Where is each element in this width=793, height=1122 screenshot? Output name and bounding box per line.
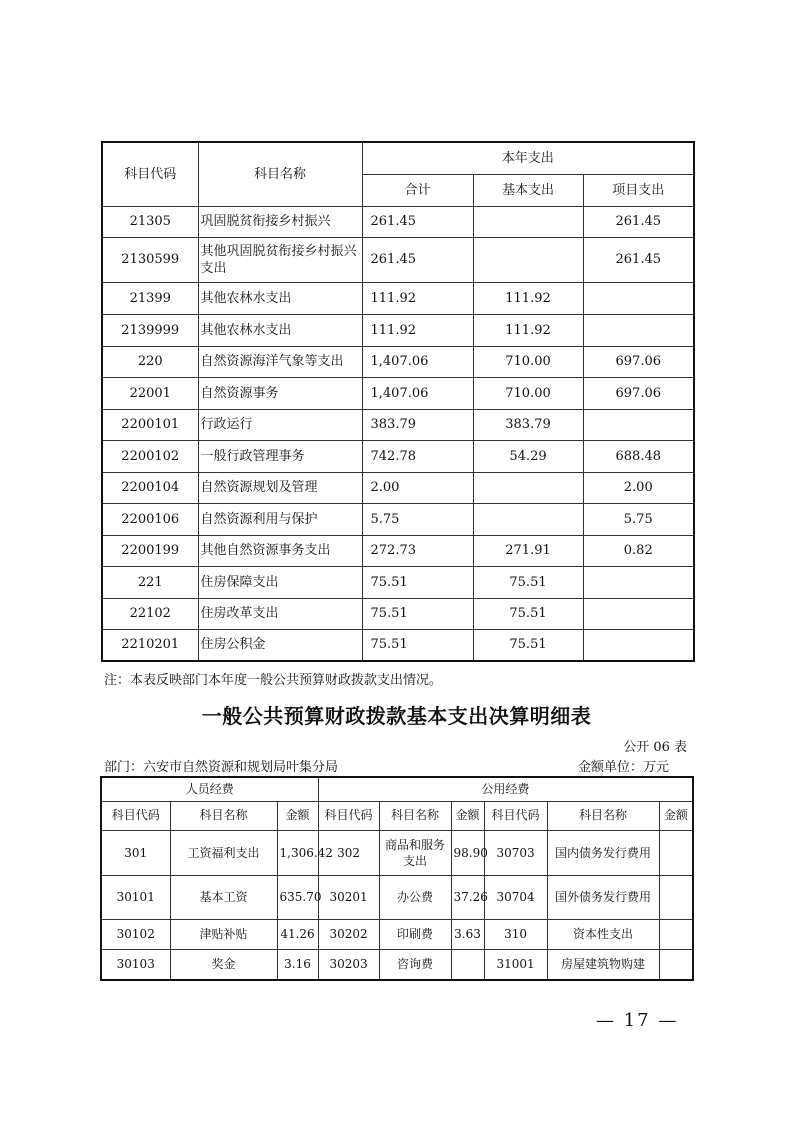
table-row xyxy=(101,875,693,919)
cell-name: 住房公积金 xyxy=(198,629,362,661)
cell-project: 0.82 xyxy=(583,535,694,566)
cell-name: 咨询费 xyxy=(379,949,451,980)
cell-code: 310 xyxy=(484,919,547,949)
cell-code: 2139999 xyxy=(102,314,198,346)
header-code: 科目代码 xyxy=(484,801,547,830)
cell-basic: 75.51 xyxy=(473,629,583,661)
table-row xyxy=(102,206,694,237)
table-code: 公开 06 表 xyxy=(623,740,687,755)
cell-basic: 383.79 xyxy=(473,409,583,440)
cell-code: 2130599 xyxy=(102,237,198,282)
cell-amount xyxy=(659,875,693,919)
table-row xyxy=(101,949,693,980)
cell-total: 742.78 xyxy=(362,440,473,472)
cell-code: 2210201 xyxy=(102,629,198,661)
table-row xyxy=(102,629,694,661)
cell-project: 697.06 xyxy=(583,377,694,409)
cell-project xyxy=(583,598,694,629)
cell-project xyxy=(583,629,694,661)
cell-code: 30103 xyxy=(101,949,170,980)
cell-basic: 75.51 xyxy=(473,598,583,629)
cell-amount: 3.63 xyxy=(451,919,484,949)
cell-code: 301 xyxy=(101,830,170,875)
cell-basic xyxy=(473,503,583,535)
cell-basic: 54.29 xyxy=(473,440,583,472)
header-annual-expenditure: 本年支出 xyxy=(362,142,694,174)
table-row xyxy=(102,346,694,377)
header-code: 科目代码 xyxy=(102,142,198,206)
expenditure-table-header xyxy=(102,142,694,206)
cell-name: 印刷费 xyxy=(379,919,451,949)
cell-basic: 271.91 xyxy=(473,535,583,566)
cell-total: 272.73 xyxy=(362,535,473,566)
cell-name: 自然资源海洋气象等支出 xyxy=(198,346,362,377)
cell-total: 261.45 xyxy=(362,206,473,237)
table-row xyxy=(102,566,694,598)
cell-total: 5.75 xyxy=(362,503,473,535)
cell-code: 2200101 xyxy=(102,409,198,440)
cell-total: 1,407.06 xyxy=(362,377,473,409)
table-note: 注：本表反映部门本年度一般公共预算财政拨款支出情况。 xyxy=(104,673,443,688)
header-project: 项目支出 xyxy=(583,174,694,206)
cell-name: 国外债务发行费用 xyxy=(547,875,659,919)
cell-name: 其他自然资源事务支出 xyxy=(198,535,362,566)
cell-name: 基本工资 xyxy=(170,875,277,919)
cell-project xyxy=(583,409,694,440)
header-name: 科目名称 xyxy=(170,801,277,830)
cell-basic: 111.92 xyxy=(473,282,583,314)
cell-code: 30704 xyxy=(484,875,547,919)
cell-project xyxy=(583,282,694,314)
cell-name: 自然资源事务 xyxy=(198,377,362,409)
cell-code: 21399 xyxy=(102,282,198,314)
cell-code: 22001 xyxy=(102,377,198,409)
cell-name: 巩固脱贫衔接乡村振兴 xyxy=(198,206,362,237)
cell-amount: 41.26 xyxy=(277,919,318,949)
cell-code: 2200199 xyxy=(102,535,198,566)
cell-amount xyxy=(451,949,484,980)
cell-name: 房屋建筑物购建 xyxy=(547,949,659,980)
cell-total: 261.45 xyxy=(362,237,473,282)
detail-table-header xyxy=(101,777,693,830)
table-row xyxy=(102,377,694,409)
cell-amount: 635.70 xyxy=(277,875,318,919)
cell-code: 31001 xyxy=(484,949,547,980)
table-row xyxy=(102,237,694,282)
table-row xyxy=(102,440,694,472)
cell-total: 2.00 xyxy=(362,472,473,503)
cell-name: 办公费 xyxy=(379,875,451,919)
cell-amount xyxy=(659,830,693,875)
header-amount: 金额 xyxy=(277,801,318,830)
cell-project: 688.48 xyxy=(583,440,694,472)
cell-name: 资本性支出 xyxy=(547,919,659,949)
cell-code: 30703 xyxy=(484,830,547,875)
cell-name: 奖金 xyxy=(170,949,277,980)
cell-total: 75.51 xyxy=(362,598,473,629)
header-total: 合计 xyxy=(362,174,473,206)
cell-total: 1,407.06 xyxy=(362,346,473,377)
cell-basic: 710.00 xyxy=(473,377,583,409)
cell-name: 其他巩固脱贫衔接乡村振兴支出 xyxy=(198,237,362,282)
cell-code: 22102 xyxy=(102,598,198,629)
cell-total: 111.92 xyxy=(362,314,473,346)
cell-basic: 75.51 xyxy=(473,566,583,598)
cell-name: 其他农林水支出 xyxy=(198,314,362,346)
table-row xyxy=(102,282,694,314)
cell-code: 302 xyxy=(318,830,379,875)
cell-total: 383.79 xyxy=(362,409,473,440)
cell-basic xyxy=(473,472,583,503)
cell-project: 261.45 xyxy=(583,237,694,282)
cell-project: 5.75 xyxy=(583,503,694,535)
detail-table-body xyxy=(101,830,693,980)
cell-name: 一般行政管理事务 xyxy=(198,440,362,472)
cell-code: 30203 xyxy=(318,949,379,980)
cell-name: 国内债务发行费用 xyxy=(547,830,659,875)
table-row xyxy=(102,472,694,503)
cell-project xyxy=(583,566,694,598)
cell-amount: 1,306.42 xyxy=(277,830,318,875)
header-amount: 金额 xyxy=(451,801,484,830)
cell-project: 697.06 xyxy=(583,346,694,377)
cell-total: 75.51 xyxy=(362,629,473,661)
header-amount: 金额 xyxy=(659,801,693,830)
cell-name: 商品和服务支出 xyxy=(379,830,451,875)
header-code: 科目代码 xyxy=(101,801,170,830)
page-number: — 17 — xyxy=(596,1010,679,1031)
cell-project xyxy=(583,314,694,346)
cell-name: 其他农林水支出 xyxy=(198,282,362,314)
unit-label: 金额单位：万元 xyxy=(578,760,670,775)
cell-name: 工资福利支出 xyxy=(170,830,277,875)
table-row xyxy=(102,598,694,629)
group-public-header: 公用经费 xyxy=(318,777,693,801)
cell-basic: 710.00 xyxy=(473,346,583,377)
header-name: 科目名称 xyxy=(198,142,362,206)
cell-total: 111.92 xyxy=(362,282,473,314)
header-code: 科目代码 xyxy=(318,801,379,830)
header-basic: 基本支出 xyxy=(473,174,583,206)
table-row xyxy=(102,503,694,535)
expenditure-table xyxy=(101,141,695,662)
cell-total: 75.51 xyxy=(362,566,473,598)
cell-project: 2.00 xyxy=(583,472,694,503)
cell-code: 2200102 xyxy=(102,440,198,472)
cell-basic: 111.92 xyxy=(473,314,583,346)
cell-code: 21305 xyxy=(102,206,198,237)
table-row xyxy=(102,409,694,440)
header-name: 科目名称 xyxy=(547,801,659,830)
cell-name: 住房保障支出 xyxy=(198,566,362,598)
table-row xyxy=(102,314,694,346)
expenditure-table-body xyxy=(102,206,694,661)
cell-code: 2200106 xyxy=(102,503,198,535)
cell-code: 30201 xyxy=(318,875,379,919)
cell-name: 自然资源规划及管理 xyxy=(198,472,362,503)
basic-expenditure-detail-table xyxy=(100,776,694,981)
cell-code: 30102 xyxy=(101,919,170,949)
cell-name: 行政运行 xyxy=(198,409,362,440)
group-personnel-header: 人员经费 xyxy=(101,777,318,801)
table-row xyxy=(102,535,694,566)
page-title: 一般公共预算财政拨款基本支出决算明细表 xyxy=(201,704,592,728)
department-label: 部门：六安市自然资源和规划局叶集分局 xyxy=(104,760,339,775)
header-name: 科目名称 xyxy=(379,801,451,830)
cell-code: 2200104 xyxy=(102,472,198,503)
cell-amount xyxy=(659,919,693,949)
cell-amount: 37.26 xyxy=(451,875,484,919)
cell-code: 220 xyxy=(102,346,198,377)
cell-name: 自然资源利用与保护 xyxy=(198,503,362,535)
cell-amount xyxy=(659,949,693,980)
cell-amount: 3.16 xyxy=(277,949,318,980)
cell-code: 30101 xyxy=(101,875,170,919)
cell-code: 30202 xyxy=(318,919,379,949)
cell-amount: 98.90 xyxy=(451,830,484,875)
cell-code: 221 xyxy=(102,566,198,598)
cell-name: 津贴补贴 xyxy=(170,919,277,949)
cell-basic xyxy=(473,237,583,282)
cell-name: 住房改革支出 xyxy=(198,598,362,629)
table-row xyxy=(101,830,693,875)
cell-basic xyxy=(473,206,583,237)
cell-project: 261.45 xyxy=(583,206,694,237)
table-row xyxy=(101,919,693,949)
